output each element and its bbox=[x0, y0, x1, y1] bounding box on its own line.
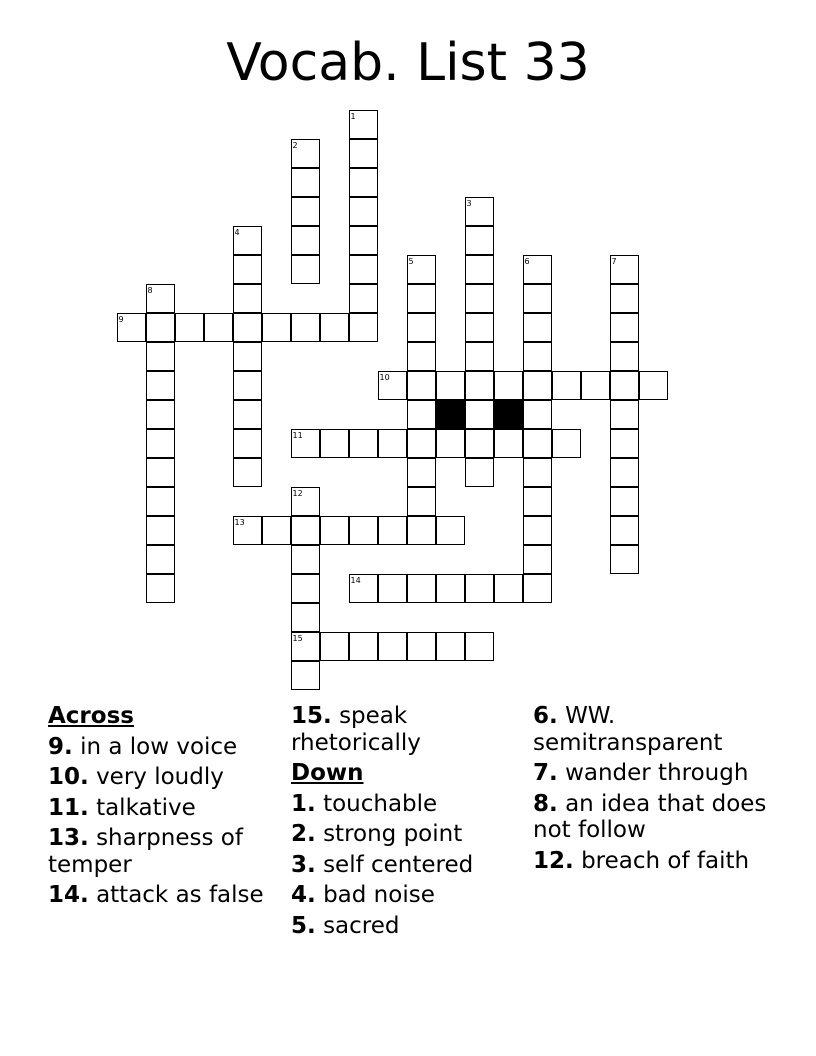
grid-cell[interactable] bbox=[146, 516, 175, 545]
grid-cell[interactable] bbox=[320, 516, 349, 545]
clue-number-6: 6 bbox=[524, 256, 530, 266]
grid-cell[interactable] bbox=[610, 545, 639, 574]
clue-across-9: 9. in a low voice bbox=[48, 733, 238, 760]
grid-cell[interactable] bbox=[349, 574, 378, 603]
grid-cell[interactable] bbox=[233, 429, 262, 458]
across-header: Across bbox=[48, 703, 134, 729]
clue-down-5: 5. sacred bbox=[291, 912, 400, 939]
grid-block bbox=[494, 400, 523, 429]
grid-cell[interactable] bbox=[291, 603, 320, 632]
grid-cell[interactable] bbox=[407, 313, 436, 342]
page-title: Vocab. List 33 bbox=[226, 33, 590, 93]
grid-cell[interactable] bbox=[610, 255, 639, 284]
grid-cell[interactable] bbox=[407, 458, 436, 487]
clue-number-10: 10 bbox=[379, 372, 390, 382]
grid-cell[interactable] bbox=[291, 168, 320, 197]
grid-cell[interactable] bbox=[407, 632, 436, 661]
grid-cell[interactable] bbox=[523, 574, 552, 603]
clue-number-4: 4 bbox=[234, 227, 240, 237]
clue-number-1: 1 bbox=[350, 111, 356, 121]
grid-cell[interactable] bbox=[465, 574, 494, 603]
grid-cell[interactable] bbox=[523, 487, 552, 516]
clue-down-8: 8. an idea that does not follow bbox=[533, 790, 767, 843]
grid-cell[interactable] bbox=[378, 371, 407, 400]
clue-across-10: 10. very loudly bbox=[48, 764, 224, 790]
grid-cell[interactable] bbox=[523, 342, 552, 371]
grid-cell[interactable] bbox=[233, 284, 262, 313]
grid-cell[interactable] bbox=[146, 487, 175, 516]
grid-cell[interactable] bbox=[291, 313, 320, 342]
clue-across-13: 13. sharpness of temper bbox=[48, 825, 243, 878]
clue-across-15: 15. speak rhetorically bbox=[291, 703, 421, 756]
grid-cell[interactable] bbox=[407, 400, 436, 429]
grid-cell[interactable] bbox=[117, 313, 146, 342]
grid-cell[interactable] bbox=[233, 313, 262, 342]
grid-cell[interactable] bbox=[581, 371, 610, 400]
clue-number-15: 15 bbox=[292, 633, 303, 643]
clue-down-4: 4. bad noise bbox=[291, 882, 435, 908]
grid-cell[interactable] bbox=[291, 661, 320, 690]
grid-cell[interactable] bbox=[349, 139, 378, 168]
grid-cell[interactable] bbox=[378, 516, 407, 545]
clue-column-1 bbox=[48, 703, 280, 913]
grid-cell[interactable] bbox=[233, 371, 262, 400]
grid-cell[interactable] bbox=[233, 226, 262, 255]
grid-cell[interactable] bbox=[465, 255, 494, 284]
grid-cell[interactable] bbox=[262, 516, 291, 545]
grid-cell[interactable] bbox=[233, 255, 262, 284]
grid-cell[interactable] bbox=[291, 632, 320, 661]
grid-cell[interactable] bbox=[146, 371, 175, 400]
grid-cell[interactable] bbox=[349, 168, 378, 197]
grid-cell[interactable] bbox=[378, 574, 407, 603]
grid-cell[interactable] bbox=[146, 429, 175, 458]
grid-cell[interactable] bbox=[465, 429, 494, 458]
down-header: Down bbox=[291, 760, 364, 786]
grid-cell[interactable] bbox=[146, 400, 175, 429]
grid-cell[interactable] bbox=[349, 197, 378, 226]
grid-cell[interactable] bbox=[349, 110, 378, 139]
clue-down-7: 7. wander through bbox=[533, 760, 749, 786]
grid-cell[interactable] bbox=[291, 545, 320, 574]
grid-cell[interactable] bbox=[146, 458, 175, 487]
grid-cell[interactable] bbox=[407, 284, 436, 313]
grid-cell[interactable] bbox=[610, 342, 639, 371]
grid-cell[interactable] bbox=[436, 516, 465, 545]
grid-cell[interactable] bbox=[291, 139, 320, 168]
grid-cell[interactable] bbox=[552, 371, 581, 400]
grid-cell[interactable] bbox=[233, 400, 262, 429]
grid-cell[interactable] bbox=[465, 342, 494, 371]
grid-cell[interactable] bbox=[436, 632, 465, 661]
grid-cell[interactable] bbox=[291, 255, 320, 284]
grid-cell[interactable] bbox=[523, 545, 552, 574]
grid-cell[interactable] bbox=[146, 342, 175, 371]
grid-cell[interactable] bbox=[610, 284, 639, 313]
grid-cell[interactable] bbox=[291, 197, 320, 226]
grid-cell[interactable] bbox=[378, 429, 407, 458]
grid-cell[interactable] bbox=[349, 429, 378, 458]
grid-cell[interactable] bbox=[407, 516, 436, 545]
grid-cell[interactable] bbox=[523, 255, 552, 284]
grid-cell[interactable] bbox=[349, 632, 378, 661]
grid-cell[interactable] bbox=[349, 255, 378, 284]
grid-cell[interactable] bbox=[465, 632, 494, 661]
grid-cell[interactable] bbox=[349, 313, 378, 342]
grid-cell[interactable] bbox=[146, 284, 175, 313]
grid-cell[interactable] bbox=[436, 429, 465, 458]
clue-down-2: 2. strong point bbox=[291, 821, 463, 847]
grid-cell[interactable] bbox=[233, 342, 262, 371]
grid-cell[interactable] bbox=[320, 313, 349, 342]
grid-cell[interactable] bbox=[552, 429, 581, 458]
grid-cell[interactable] bbox=[204, 313, 233, 342]
clue-number-11: 11 bbox=[292, 430, 303, 440]
grid-cell[interactable] bbox=[610, 458, 639, 487]
grid-cell[interactable] bbox=[523, 371, 552, 400]
grid-cell[interactable] bbox=[378, 632, 407, 661]
grid-cell[interactable] bbox=[407, 342, 436, 371]
grid-cell[interactable] bbox=[494, 429, 523, 458]
clue-number-12: 12 bbox=[292, 488, 303, 498]
clue-number-9: 9 bbox=[118, 314, 124, 324]
clue-number-5: 5 bbox=[408, 256, 414, 266]
grid-cell[interactable] bbox=[407, 487, 436, 516]
grid-cell[interactable] bbox=[291, 574, 320, 603]
grid-cell[interactable] bbox=[407, 255, 436, 284]
clue-number-14: 14 bbox=[350, 575, 361, 585]
grid-cell[interactable] bbox=[146, 574, 175, 603]
grid-cell[interactable] bbox=[465, 313, 494, 342]
grid-cell[interactable] bbox=[465, 400, 494, 429]
grid-cell[interactable] bbox=[494, 574, 523, 603]
clue-down-12: 12. breach of faith bbox=[533, 847, 750, 874]
grid-cell[interactable] bbox=[523, 284, 552, 313]
clue-down-3: 3. self centered bbox=[291, 851, 474, 878]
grid-cell[interactable] bbox=[146, 545, 175, 574]
grid-block bbox=[436, 400, 465, 429]
grid-cell[interactable] bbox=[291, 516, 320, 545]
grid-cell[interactable] bbox=[407, 371, 436, 400]
grid-cell[interactable] bbox=[291, 226, 320, 255]
grid-cell[interactable] bbox=[610, 371, 639, 400]
grid-cell[interactable] bbox=[465, 458, 494, 487]
grid-cell[interactable] bbox=[436, 574, 465, 603]
grid-cell[interactable] bbox=[291, 429, 320, 458]
grid-cell[interactable] bbox=[494, 371, 523, 400]
grid-cell[interactable] bbox=[291, 487, 320, 516]
grid-cell[interactable] bbox=[523, 313, 552, 342]
clue-number-13: 13 bbox=[234, 517, 245, 527]
grid-cell[interactable] bbox=[349, 284, 378, 313]
grid-cell[interactable] bbox=[407, 429, 436, 458]
clue-number-2: 2 bbox=[292, 140, 298, 150]
clue-down-1: 1. touchable bbox=[291, 790, 438, 817]
clue-across-14: 14. attack as false bbox=[48, 882, 264, 908]
clue-number-7: 7 bbox=[611, 256, 617, 266]
clue-number-3: 3 bbox=[466, 198, 472, 208]
grid-cell[interactable] bbox=[320, 632, 349, 661]
grid-cell[interactable] bbox=[146, 313, 175, 342]
grid-cell[interactable] bbox=[523, 516, 552, 545]
grid-cell[interactable] bbox=[175, 313, 204, 342]
clue-down-6: 6. WW. semitransparent bbox=[533, 703, 723, 756]
grid-cell[interactable] bbox=[610, 400, 639, 429]
clue-number-8: 8 bbox=[147, 285, 153, 295]
grid-cell[interactable] bbox=[610, 313, 639, 342]
grid-cell[interactable] bbox=[233, 516, 262, 545]
grid-cell[interactable] bbox=[523, 429, 552, 458]
grid-cell[interactable] bbox=[523, 458, 552, 487]
clue-across-11: 11. talkative bbox=[48, 794, 196, 821]
grid-cell[interactable] bbox=[349, 516, 378, 545]
grid-cell[interactable] bbox=[407, 574, 436, 603]
grid-cell[interactable] bbox=[465, 197, 494, 226]
grid-cell[interactable] bbox=[610, 516, 639, 545]
clue-column-2 bbox=[291, 703, 523, 943]
grid-cell[interactable] bbox=[349, 226, 378, 255]
grid-cell[interactable] bbox=[320, 429, 349, 458]
grid-cell[interactable] bbox=[523, 400, 552, 429]
grid-cell[interactable] bbox=[465, 371, 494, 400]
grid-cell[interactable] bbox=[233, 458, 262, 487]
clue-column-3 bbox=[533, 703, 773, 878]
grid-cell[interactable] bbox=[610, 487, 639, 516]
grid-cell[interactable] bbox=[639, 371, 668, 400]
grid-cell[interactable] bbox=[465, 284, 494, 313]
grid-cell[interactable] bbox=[436, 371, 465, 400]
grid-cell[interactable] bbox=[610, 429, 639, 458]
grid-cell[interactable] bbox=[262, 313, 291, 342]
grid-cell[interactable] bbox=[465, 226, 494, 255]
